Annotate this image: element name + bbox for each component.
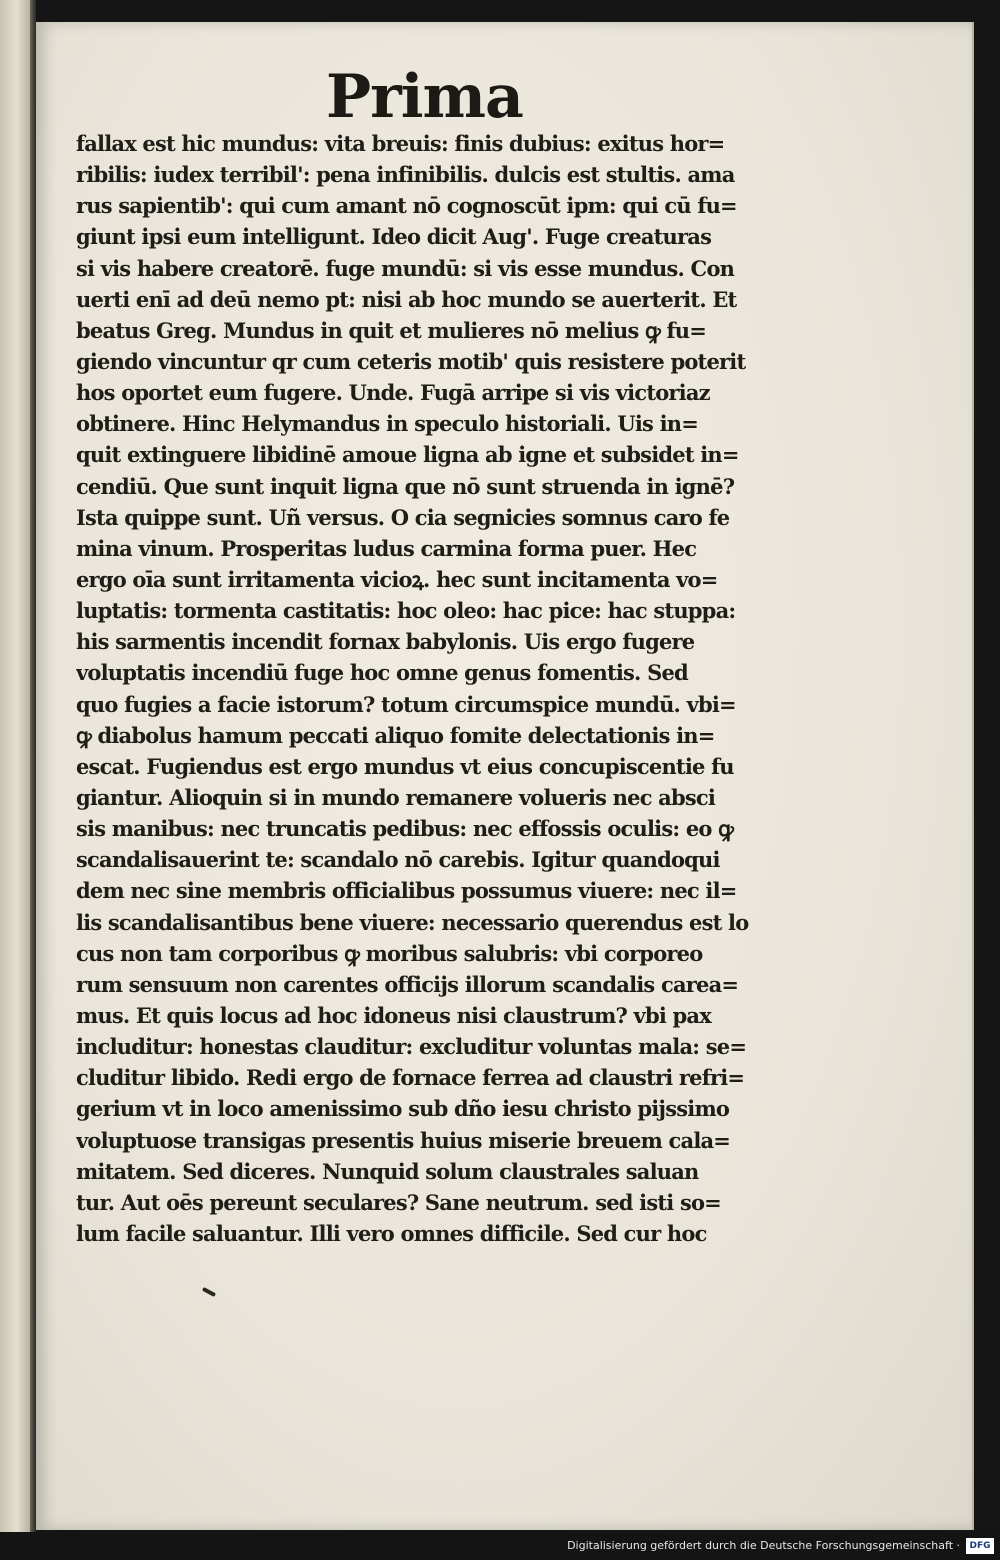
text-line: voluptatis incendiū fuge hoc omne genus fomentis. Sed (76, 660, 688, 686)
text-line: his sarmentis incendit fornax babylonis. Uis ergo fugere (76, 629, 695, 655)
page-heading: Prima (326, 62, 523, 132)
text-line: rum sensuum non carentes officijs illorum scandalis carea= (76, 971, 739, 997)
ink-mark (202, 1287, 216, 1297)
text-line: mitatem. Sed diceres. Nunquid solum claustrales saluan (76, 1158, 699, 1184)
text-line: scandalisauerint te: scandalo nō carebis. Igitur quandoqui (76, 847, 720, 873)
text-line: mina vinum. Prosperitas ludus carmina forma puer. Hec (76, 535, 697, 561)
text-line: tur. Aut oēs pereunt seculares? Sane neutrum. sed isti so= (76, 1189, 721, 1215)
text-line: cus non tam corporibus ꝙ moribus salubris: vbi corporeo (76, 940, 703, 966)
text-line: Ista quippe sunt. Uñ versus. O cia segnicies somnus caro fe (76, 504, 730, 530)
text-line: ribilis: iudex terribil': pena infinibilis. dulcis est stultis. ama (76, 162, 735, 188)
text-line: gerium vt in loco amenissimo sub dño iesu christo pijssimo (76, 1096, 730, 1122)
text-line: includitur: honestas clauditur: excluditur voluntas mala: se= (76, 1034, 747, 1060)
body-text (76, 128, 776, 1249)
text-line: fallax est hic mundus: vita breuis: finis dubius: exitus hor= (76, 131, 725, 156)
text-line: hos oportet eum fugere. Unde. Fugā arripe si vis victoriaz (76, 380, 710, 406)
funding-credit: Digitalisierung gefördert durch die Deutsche Forschungsgemeinschaft · (567, 1539, 960, 1552)
text-line: quit extinguere libidinē amoue ligna ab igne et subsidet in= (76, 442, 739, 468)
text-line: voluptuose transigas presentis huius miserie breuem cala= (76, 1127, 731, 1153)
facing-page-edge (0, 0, 30, 1532)
text-line: giantur. Alioquin si in mundo remanere volueris nec absci (76, 784, 716, 810)
text-line: giendo vincuntur qr cum ceteris motib' quis resistere poterit (76, 348, 746, 374)
text-line: lis scandalisantibus bene viuere: necessario querendus est lo (76, 909, 749, 935)
book-page (36, 22, 974, 1530)
text-line: ꝙ diabolus hamum peccati aliquo fomite delectationis in= (76, 722, 715, 748)
text-line: sis manibus: nec truncatis pedibus: nec effossis oculis: eo ꝙ (76, 816, 734, 842)
text-line: giunt ipsi eum intelligunt. Ideo dicit Aug'. Fuge creaturas (76, 224, 712, 250)
dfg-logo-icon: DFG (966, 1538, 994, 1554)
text-line: quo fugies a facie istorum? totum circumspice mundū. vbi= (76, 691, 736, 717)
text-line: dem nec sine membris officialibus possumus viuere: nec il= (76, 878, 737, 904)
text-line: lum facile saluantur. Illi vero omnes difficile. Sed cur hoc (76, 1220, 707, 1246)
text-line: cluditur libido. Redi ergo de fornace ferrea ad claustri refri= (76, 1065, 745, 1091)
text-line: escat. Fugiendus est ergo mundus vt eius concupiscentie fu (76, 753, 734, 779)
text-line: mus. Et quis locus ad hoc idoneus nisi claustrum? vbi pax (76, 1002, 711, 1028)
text-line: si vis habere creatorē. fuge mundū: si vis esse mundus. Con (76, 255, 735, 281)
text-line: obtinere. Hinc Helymandus in speculo historiali. Uis in= (76, 411, 699, 437)
text-line: cendiū. Que sunt inquit ligna que nō sunt struenda in ignē? (76, 473, 735, 499)
text-line: beatus Greg. Mundus in quit et mulieres nō melius ꝙ fu= (76, 317, 707, 343)
text-line: ergo oīa sunt irritamenta vicioꝝ. hec sunt incitamenta vo= (76, 566, 718, 592)
text-line: uerti enī ad deū nemo pt: nisi ab hoc mundo se auerterit. Et (76, 286, 737, 312)
footer-bar (0, 1532, 1000, 1560)
text-line: luptatis: tormenta castitatis: hoc oleo: hac pice: hac stuppa: (76, 598, 736, 624)
text-line: rus sapientib': qui cum amant nō cognoscūt ipm: qui cū fu= (76, 193, 737, 219)
